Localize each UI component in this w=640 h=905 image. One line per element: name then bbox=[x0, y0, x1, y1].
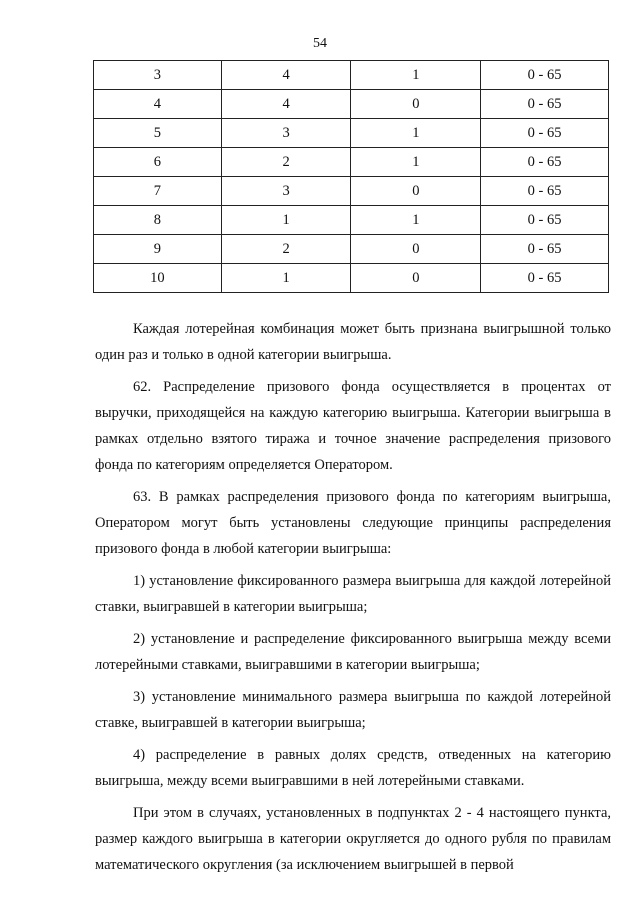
table-cell: 0 bbox=[351, 235, 481, 264]
paragraph: 4) распределение в равных долях средств, отведенных на категорию выигрыша, между всеми выигравшими в ней лотерейными ставками. bbox=[95, 747, 611, 789]
table-cell: 3 bbox=[94, 61, 222, 90]
table-cell: 7 bbox=[94, 177, 222, 206]
table-cell: 1 bbox=[221, 206, 351, 235]
table-cell: 4 bbox=[221, 61, 351, 90]
table-cell: 4 bbox=[221, 90, 351, 119]
table-cell: 10 bbox=[94, 264, 222, 293]
table-cell: 8 bbox=[94, 206, 222, 235]
paragraph: 3) установление минимального размера выигрыша по каждой лотерейной ставке, выигравшей в категории выигрыша; bbox=[95, 689, 611, 731]
table-cell: 0 - 65 bbox=[481, 148, 609, 177]
table-cell: 5 bbox=[94, 119, 222, 148]
table-cell: 2 bbox=[221, 235, 351, 264]
paragraph: Каждая лотерейная комбинация может быть признана выигрышной только один раз и только в одной категории выигрыша. bbox=[95, 321, 611, 363]
table-row bbox=[94, 61, 609, 90]
body-text bbox=[95, 316, 611, 884]
table-row bbox=[94, 264, 609, 293]
paragraph: 2) установление и распределение фиксированного выигрыша между всеми лотерейными ставками, выигравшими в категории выигрыша; bbox=[95, 631, 611, 673]
table-row bbox=[94, 119, 609, 148]
paragraph: 63. В рамках распределения призового фонда по категориям выигрыша, Оператором могут быть установлены следующие принципы распределения призового фонда в любой категории выигрыша: bbox=[95, 489, 611, 557]
table-cell: 1 bbox=[351, 206, 481, 235]
table-cell: 4 bbox=[94, 90, 222, 119]
paragraph: При этом в случаях, установленных в подпунктах 2 - 4 настоящего пункта, размер каждого выигрыша в категории округляется до одного рубля по правилам математического округления (за исключением выигрышей в первой bbox=[95, 805, 611, 873]
table-cell: 0 - 65 bbox=[481, 206, 609, 235]
table-cell: 0 - 65 bbox=[481, 61, 609, 90]
table-cell: 0 - 65 bbox=[481, 177, 609, 206]
table-cell: 0 - 65 bbox=[481, 235, 609, 264]
table-cell: 1 bbox=[351, 61, 481, 90]
table-cell: 6 bbox=[94, 148, 222, 177]
table-cell: 9 bbox=[94, 235, 222, 264]
page-number: 54 bbox=[313, 36, 327, 51]
table-cell: 1 bbox=[351, 119, 481, 148]
table-cell: 2 bbox=[221, 148, 351, 177]
table-row bbox=[94, 90, 609, 119]
table-cell: 3 bbox=[221, 119, 351, 148]
paragraph: 62. Распределение призового фонда осуществляется в процентах от выручки, приходящейся на каждую категорию выигрыша. Категории выигрыша в рамках отдельно взятого тиража и точное значение распределения призового фонда по категориям определяется Оператором. bbox=[95, 379, 611, 473]
table-row bbox=[94, 206, 609, 235]
table-cell: 0 - 65 bbox=[481, 90, 609, 119]
prize-category-table bbox=[93, 60, 609, 293]
table-cell: 0 bbox=[351, 264, 481, 293]
table-row bbox=[94, 148, 609, 177]
table-cell: 1 bbox=[351, 148, 481, 177]
table-cell: 3 bbox=[221, 177, 351, 206]
table-cell: 0 bbox=[351, 177, 481, 206]
table-cell: 0 bbox=[351, 90, 481, 119]
table-cell: 0 - 65 bbox=[481, 119, 609, 148]
paragraph: 1) установление фиксированного размера выигрыша для каждой лотерейной ставки, выигравшей в категории выигрыша; bbox=[95, 573, 611, 615]
table-row bbox=[94, 177, 609, 206]
table-cell: 1 bbox=[221, 264, 351, 293]
table-row bbox=[94, 235, 609, 264]
table-cell: 0 - 65 bbox=[481, 264, 609, 293]
